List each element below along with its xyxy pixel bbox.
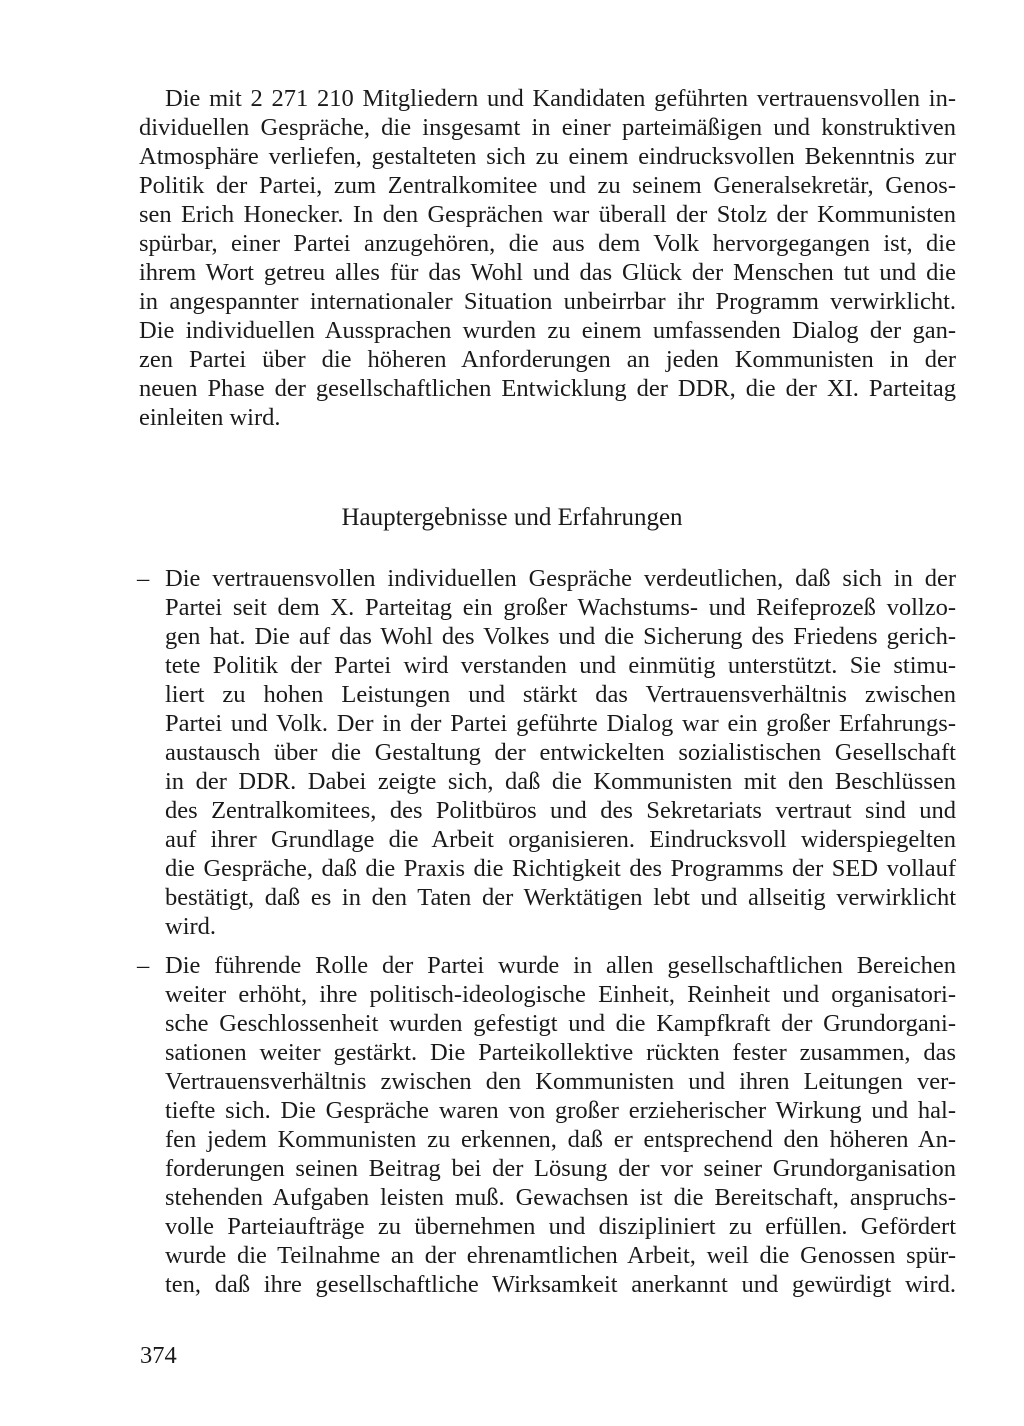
text-line: Die individuellen Aussprachen wurden zu einem umfassenden Dialog der gan- xyxy=(139,317,956,344)
text-line: austausch über die Gestaltung der entwickelten sozialistischen Gesellschaft xyxy=(165,739,956,766)
text-line: dividuellen Gespräche, die insgesamt in einer parteimäßigen und konstruktiven xyxy=(139,114,956,141)
text-line: Partei seit dem X. Parteitag ein großer Wachstums- und Reifeprozeß vollzo- xyxy=(165,594,956,621)
text-line: ten, daß ihre gesellschaftliche Wirksamkeit anerkannt und gewürdigt wird. xyxy=(165,1271,956,1298)
text-line: Atmosphäre verliefen, gestalteten sich zu einem eindrucksvollen Bekenntnis zur xyxy=(139,143,956,170)
text-line: weiter erhöht, ihre politisch-ideologische Einheit, Reinheit und organisatori- xyxy=(165,981,956,1008)
text-line: ihrem Wort getreu alles für das Wohl und das Glück der Menschen tut und die xyxy=(139,259,956,286)
text-line: volle Parteiaufträge zu übernehmen und diszipliniert zu erfüllen. Gefördert xyxy=(165,1213,956,1240)
text-line: bestätigt, daß es in den Taten der Werktätigen lebt und allseitig verwirklicht xyxy=(165,884,956,911)
text-line: tiefte sich. Die Gespräche waren von großer erzieherischer Wirkung und hal- xyxy=(165,1097,956,1124)
text-line: neuen Phase der gesellschaftlichen Entwicklung der DDR, die der XI. Parteitag xyxy=(139,375,956,402)
text-line: gen hat. Die auf das Wohl des Volkes und die Sicherung des Friedens gerich- xyxy=(165,623,956,650)
text-line: zen Partei über die höheren Anforderungen an jeden Kommunisten in der xyxy=(139,346,956,373)
text-line: Die mit 2 271 210 Mitgliedern und Kandidaten geführten vertrauensvollen in- xyxy=(165,85,956,112)
text-line: sationen weiter gestärkt. Die Parteikollektive rückten fester zusammen, das xyxy=(165,1039,956,1066)
text-line: wird. xyxy=(165,913,217,940)
text-line: fen jedem Kommunisten zu erkennen, daß er entsprechend den höheren An- xyxy=(165,1126,956,1153)
text-line: des Zentralkomitees, des Politbüros und des Sekretariats vertraut sind und xyxy=(165,797,956,824)
text-line: spürbar, einer Partei anzugehören, die aus dem Volk hervorgegangen ist, die xyxy=(139,230,956,257)
text-line: Die vertrauensvollen individuellen Gespräche verdeutlichen, daß sich in der xyxy=(165,565,956,592)
bullet-dash: – xyxy=(137,952,150,979)
text-line: sen Erich Honecker. In den Gesprächen war überall der Stolz der Kommunisten xyxy=(139,201,956,228)
bullet-dash: – xyxy=(137,565,150,592)
text-line: wurde die Teilnahme an der ehrenamtlichen Arbeit, weil die Genossen spür- xyxy=(165,1242,956,1269)
text-line: in der DDR. Dabei zeigte sich, daß die Kommunisten mit den Beschlüssen xyxy=(165,768,956,795)
text-line: die Gespräche, daß die Praxis die Richtigkeit des Programms der SED vollauf xyxy=(165,855,956,882)
text-line: Die führende Rolle der Partei wurde in allen gesellschaftlichen Bereichen xyxy=(165,952,956,979)
text-line: einleiten wird. xyxy=(139,404,281,431)
text-line: tete Politik der Partei wird verstanden und einmütig unterstützt. Sie stimu- xyxy=(165,652,956,679)
text-line: liert zu hohen Leistungen und stärkt das Vertrauensverhältnis zwischen xyxy=(165,681,956,708)
text-line: in angespannter internationaler Situation unbeirrbar ihr Programm verwirklicht. xyxy=(139,288,956,315)
section-heading: Hauptergebnisse und Erfahrungen xyxy=(341,504,683,531)
text-line: Politik der Partei, zum Zentralkomitee und zu seinem Generalsekretär, Genos- xyxy=(139,172,956,199)
page-number: 374 xyxy=(140,1342,177,1369)
text-line: Vertrauensverhältnis zwischen den Kommunisten und ihren Leitungen ver- xyxy=(165,1068,956,1095)
text-line: forderungen seinen Beitrag bei der Lösung der vor seiner Grundorganisation xyxy=(165,1155,956,1182)
text-line: Partei und Volk. Der in der Partei geführte Dialog war ein großer Erfahrungs- xyxy=(165,710,956,737)
text-line: sche Geschlossenheit wurden gefestigt und die Kampfkraft der Grundorgani- xyxy=(165,1010,956,1037)
text-line: auf ihrer Grundlage die Arbeit organisieren. Eindrucksvoll widerspiegelten xyxy=(165,826,956,853)
text-line: stehenden Aufgaben leisten muß. Gewachsen ist die Bereitschaft, anspruchs- xyxy=(165,1184,956,1211)
